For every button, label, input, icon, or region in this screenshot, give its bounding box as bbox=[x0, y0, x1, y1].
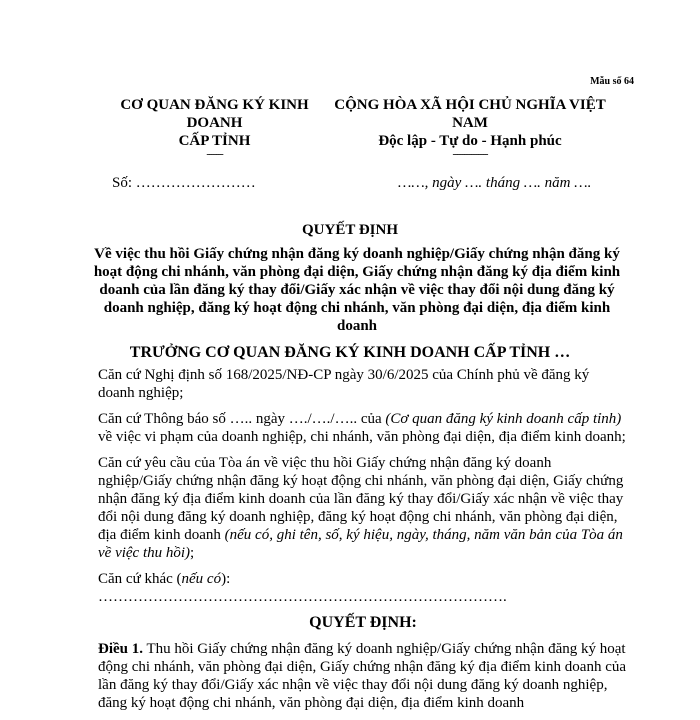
document-date: ……, ngày …. tháng …. năm …. bbox=[398, 175, 592, 191]
document-title: QUYẾT ĐỊNH bbox=[302, 222, 398, 238]
agency-level: CẤP TỈNH bbox=[178, 133, 251, 149]
national-header bbox=[330, 96, 610, 160]
issuing-agency-header bbox=[112, 96, 317, 160]
national-motto: Độc lập - Tự do - Hạnh phúc bbox=[378, 133, 562, 149]
legal-basis-decree: Căn cứ Nghị định số 168/2025/NĐ-CP ngày 30/6/2025 của Chính phủ về đăng ký doanh nghiệp; bbox=[98, 367, 590, 401]
article-1-label: Điều 1. bbox=[98, 641, 143, 657]
document-body bbox=[98, 366, 628, 720]
country-name: CỘNG HÒA XÃ HỘI CHỦ NGHĨA VIỆT NAM bbox=[334, 97, 606, 131]
document-number: Số: …………………… bbox=[112, 175, 256, 191]
agency-name: CƠ QUAN ĐĂNG KÝ KINH DOANH bbox=[120, 97, 309, 131]
agency-divider: ------- bbox=[206, 149, 223, 160]
legal-basis-other: Căn cứ khác (nếu có): ………………………………………………………………………. bbox=[98, 571, 507, 605]
document-subject: Về việc thu hồi Giấy chứng nhận đăng ký doanh nghiệp/Giấy chứng nhận đăng ký hoạt động chi nhánh, văn phòng đại diện, Giấy chứng nhận đăng ký địa điểm kinh doanh của lần đăng ký thay đổi/Giấy xác nhận về việc thay đổi nội dung đăng ký doanh nghiệp, đăng ký hoạt động chi nhánh, văn phòng đại diện, địa điểm kinh doanh bbox=[93, 246, 621, 334]
article-1 bbox=[98, 640, 628, 712]
signing-authority: TRƯỞNG CƠ QUAN ĐĂNG KÝ KINH DOANH CẤP TỈNH … bbox=[129, 344, 571, 361]
legal-basis-court: Căn cứ yêu cầu của Tòa án về việc thu hồi Giấy chứng nhận đăng ký doanh nghiệp/Giấy chứng nhận đăng ký hoạt động chi nhánh, văn phòng đại diện, Giấy chứng nhận đăng ký địa điểm kinh doanh của lần đăng ký thay đổi/Giấy xác nhận về việc thay đổi nội dung đăng ký doanh nghiệp, đăng ký hoạt động chi nhánh, văn phòng đại diện, địa điểm kinh doanh (nếu có, ghi tên, số, ký hiệu, ngày, tháng, năm văn bản của Tòa án về việc thu hồi); bbox=[98, 455, 624, 561]
legal-basis-notice: Căn cứ Thông báo số ….. ngày …./…./….. của (Cơ quan đăng ký kinh doanh cấp tỉnh) về việc vi phạm của doanh nghiệp, chi nhánh, văn phòng đại diện, địa điểm kinh doanh; bbox=[98, 411, 626, 445]
article-1-text: Thu hồi Giấy chứng nhận đăng ký doanh nghiệp/Giấy chứng nhận đăng ký hoạt động chi nhánh, văn phòng đại diện, Giấy chứng nhận đăng ký địa điểm kinh doanh của lần đăng ký thay đổi/Giấy xác nhận về việc thay đổi nội dung đăng ký doanh nghiệp, đăng ký hoạt động chi nhánh, văn phòng đại diện, địa điểm kinh doanh bbox=[98, 641, 627, 711]
form-number: Mẫu số 64 bbox=[590, 76, 634, 87]
motto-divider: --------------- bbox=[452, 149, 488, 160]
decision-heading: QUYẾT ĐỊNH: bbox=[309, 614, 417, 631]
